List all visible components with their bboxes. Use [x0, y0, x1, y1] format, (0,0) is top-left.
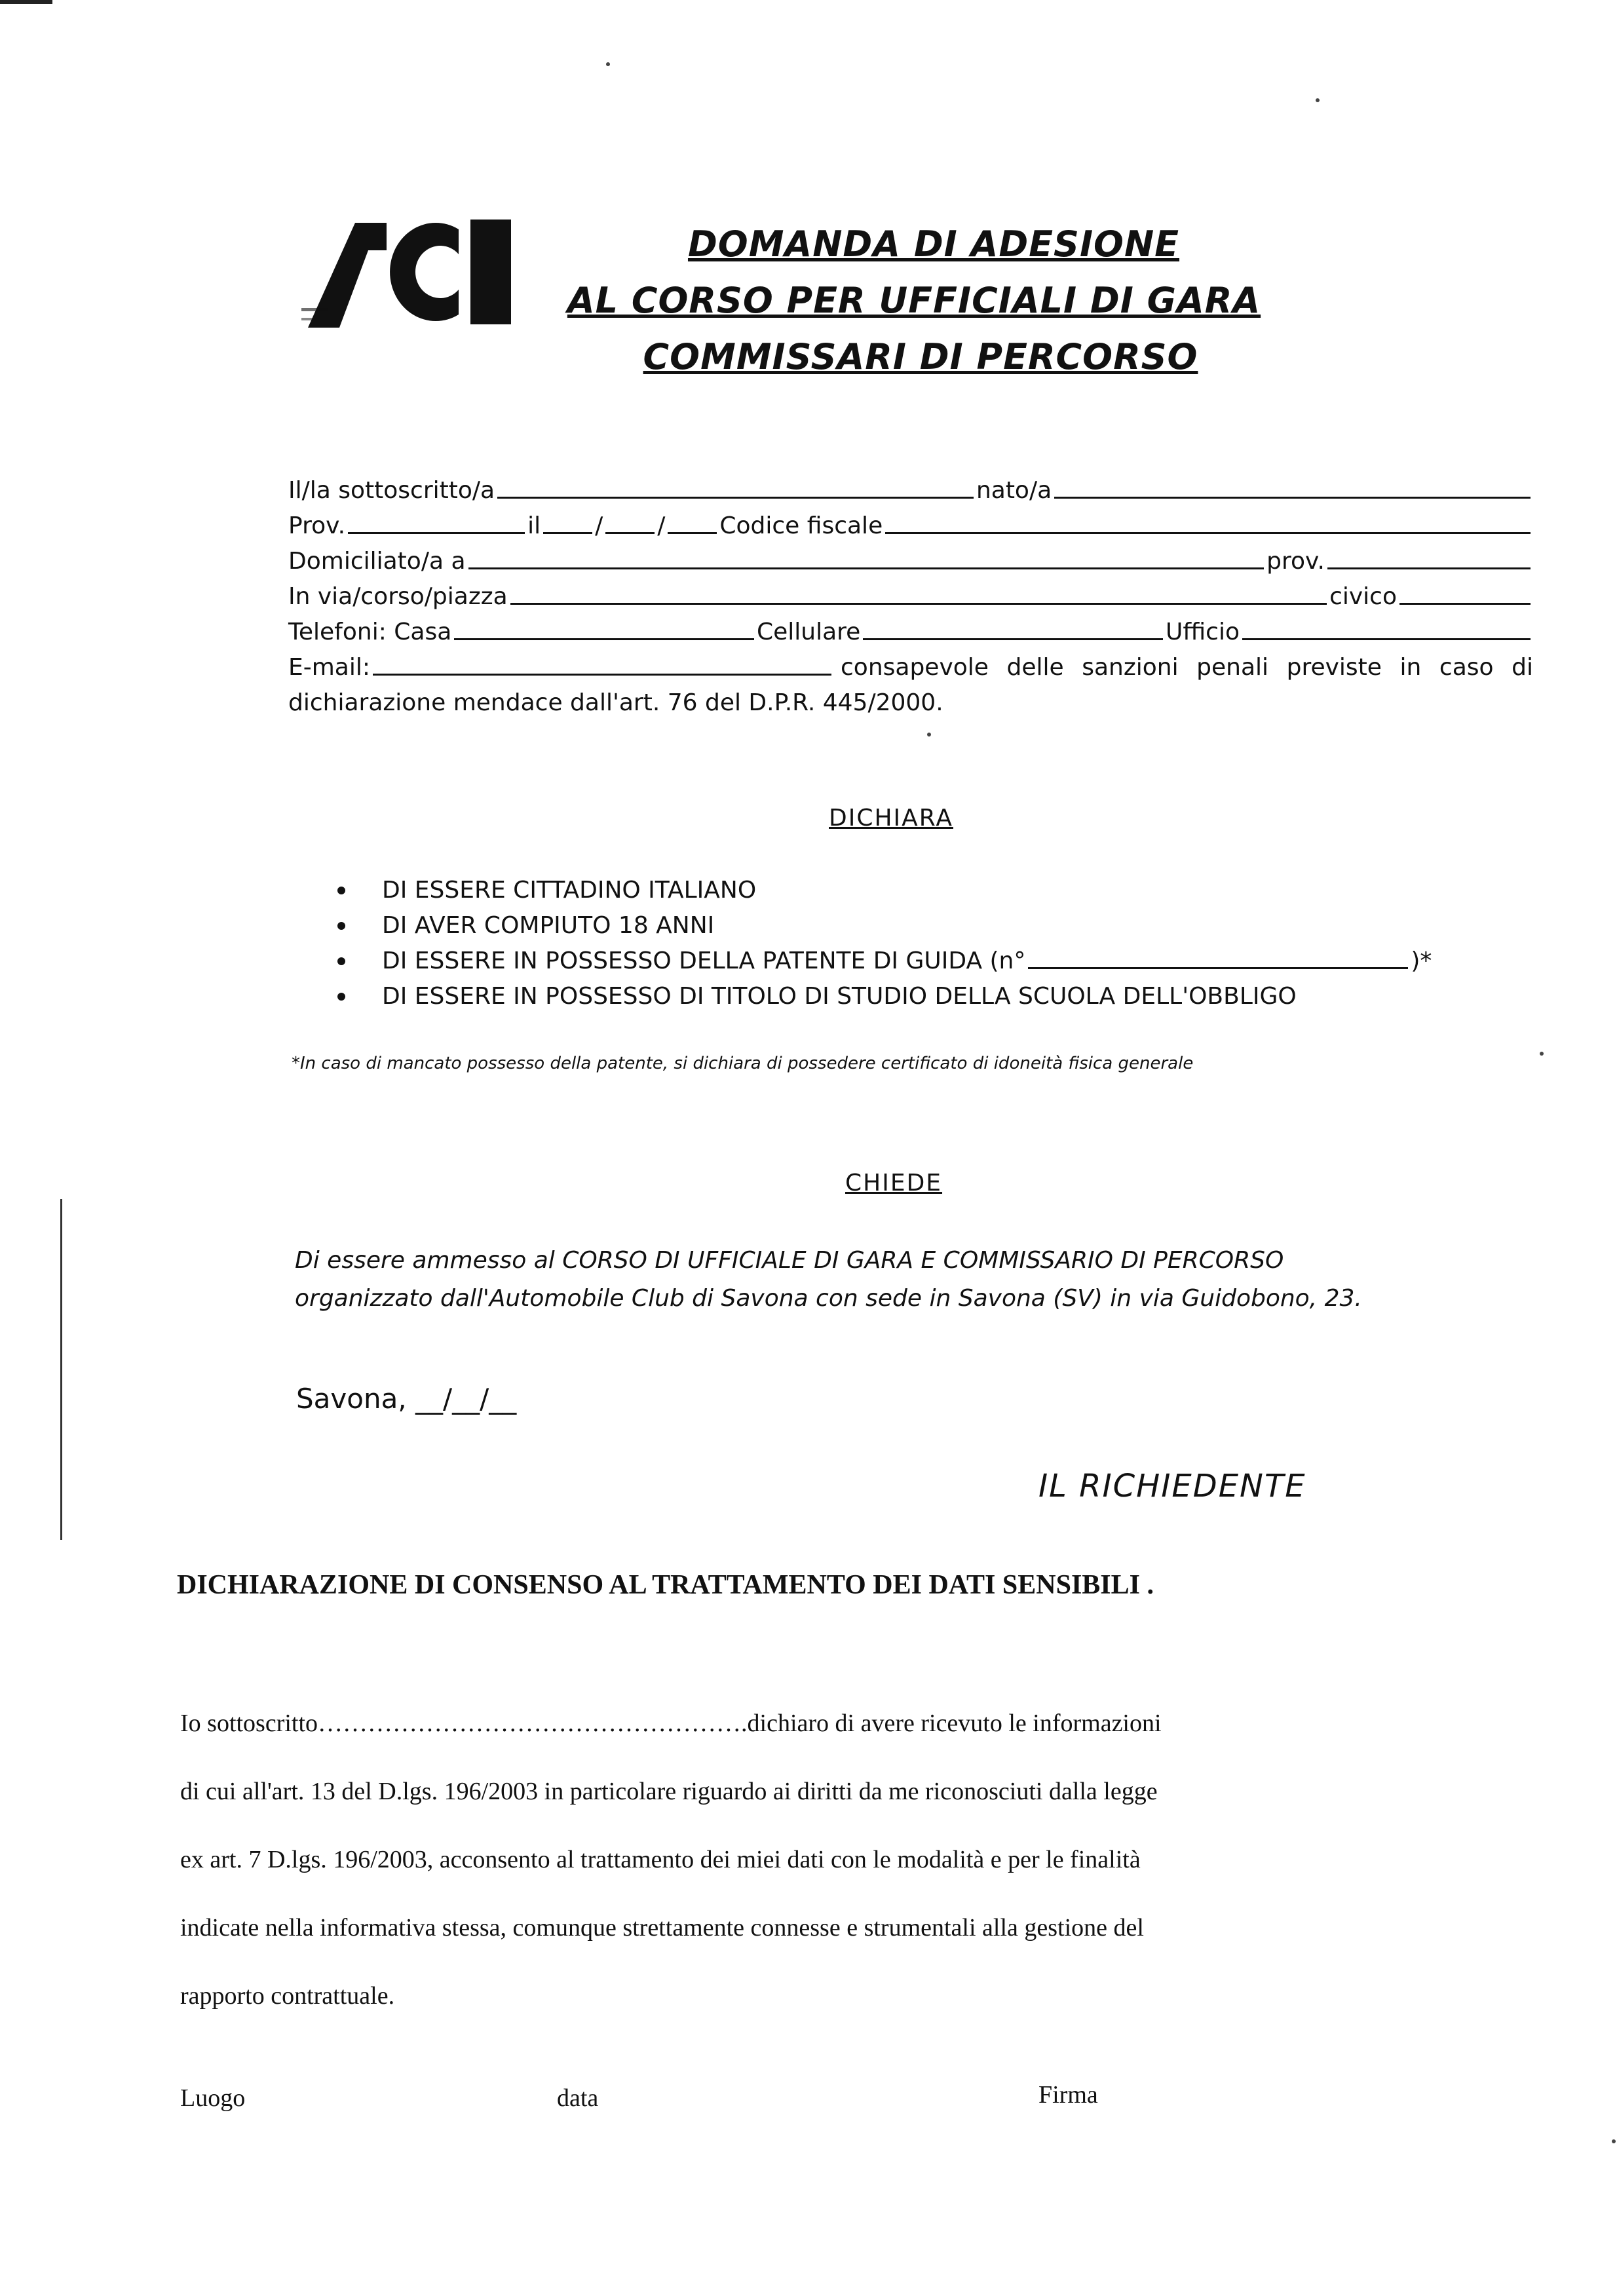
birthplace-label: nato/a [976, 477, 1052, 504]
date-label: data [557, 2084, 599, 2112]
aci-logo [295, 210, 531, 334]
signature-label: Firma [1038, 2081, 1098, 2109]
email-field[interactable] [373, 651, 831, 676]
domicile-label: Domiciliato/a a [288, 548, 466, 575]
form-row-email [288, 645, 1533, 681]
scan-speck [606, 62, 610, 66]
mobile-phone-label: Cellulare [756, 619, 861, 645]
declaration-text-start: consapevole delle sanzioni penali previste in caso di [841, 654, 1533, 681]
domicile-field[interactable] [468, 545, 1265, 569]
bullet-icon [337, 957, 345, 965]
civic-number-label: civico [1329, 583, 1397, 610]
birth-year-field[interactable] [668, 510, 717, 534]
place-label: Luogo [180, 2084, 246, 2112]
form-row-phones [288, 610, 1533, 645]
scan-speck [1540, 1052, 1544, 1056]
form-row-declaration [288, 681, 1533, 716]
address-label: In via/corso/piazza [288, 583, 508, 610]
birthplace-field[interactable] [1054, 474, 1531, 499]
request-text: Di essere ammesso al CORSO DI UFFICIALE DI GARA E COMMISSARIO DI PERCORSO organizzato dall'Automobile Club di Savona con sede in Savona (SV) in via Guidobono, 23. [295, 1247, 1362, 1312]
prov-label: Prov. [288, 512, 346, 539]
scan-speck [1316, 98, 1320, 102]
consent-line: Io sottoscritto…………………………………………….dichiaro di avere ricevuto le informazioni [180, 1710, 1162, 1737]
list-item: DI AVER COMPIUTO 18 ANNI [331, 904, 1550, 939]
declaration-text: dichiarazione mendace dall'art. 76 del D.P.R. 445/2000. [288, 689, 943, 716]
bullet-icon [337, 922, 345, 930]
scan-edge-line [60, 1199, 62, 1540]
license-footnote: *In caso di mancato possesso della patente, si dichiara di possedere certificato di idoneità fisica generale [292, 1054, 1194, 1073]
date-separator: / [657, 512, 666, 539]
birthdate-label: il [527, 512, 541, 539]
scan-speck [1612, 2139, 1616, 2143]
office-phone-label: Ufficio [1166, 619, 1240, 645]
name-label: Il/la sottoscritto/a [288, 477, 495, 504]
scan-corner-mark [0, 0, 52, 4]
form-row-birth [288, 504, 1533, 539]
consent-line: di cui all'art. 13 del D.lgs. 196/2003 in particolare riguardo ai diritti da me riconosciuti dalla legge [180, 1778, 1158, 1805]
form-row-name [288, 469, 1533, 504]
consent-line: ex art. 7 D.lgs. 196/2003, acconsento al trattamento dei miei dati con le modalità e per le finalità [180, 1846, 1141, 1873]
place-date-line: Savona, __/__/__ [296, 1383, 517, 1415]
dichiara-list [331, 868, 1550, 1010]
list-item: DI ESSERE IN POSSESSO DI TITOLO DI STUDIO DELLA SCUOLA DELL'OBBLIGO [331, 974, 1550, 1010]
scan-speck [927, 733, 931, 737]
name-field[interactable] [497, 474, 974, 499]
home-phone-label: Telefoni: Casa [288, 619, 452, 645]
list-item: DI ESSERE IN POSSESSO DELLA PATENTE DI GUIDA (n° )* [331, 939, 1550, 974]
address-field[interactable] [510, 581, 1327, 605]
document-heading [567, 216, 1278, 385]
domicile-prov-field[interactable] [1327, 545, 1531, 569]
consent-title: DICHIARAZIONE DI CONSENSO AL TRATTAMENTO DEI DATI SENSIBILI . [177, 1570, 1154, 1600]
signer-label: IL RICHIEDENTE [1038, 1468, 1306, 1504]
consent-line: rapporto contrattuale. [180, 1982, 395, 2010]
chiede-title: CHIEDE [845, 1170, 943, 1196]
heading-line: COMMISSARI DI PERCORSO [643, 336, 1198, 377]
birth-month-field[interactable] [605, 510, 655, 534]
prov-field[interactable] [348, 510, 525, 534]
mobile-phone-field[interactable] [863, 616, 1163, 640]
bullet-icon [337, 887, 345, 894]
fiscal-code-label: Codice fiscale [719, 512, 883, 539]
bullet-icon [337, 993, 345, 1001]
fiscal-code-field[interactable] [885, 510, 1531, 534]
consent-line: indicate nella informativa stessa, comunque strettamente connesse e strumentali alla gestione del [180, 1914, 1144, 1942]
email-label: E-mail: [288, 654, 370, 681]
birth-day-field[interactable] [543, 510, 592, 534]
license-number-field[interactable] [1028, 945, 1408, 969]
list-item: DI ESSERE CITTADINO ITALIANO [331, 868, 1550, 904]
consent-text [180, 1704, 1360, 2044]
applicant-form [288, 469, 1533, 716]
form-row-domicile [288, 539, 1533, 575]
civic-number-field[interactable] [1399, 581, 1531, 605]
heading-line: AL CORSO PER UFFICIALI DI GARA [567, 280, 1261, 321]
domicile-prov-label: prov. [1266, 548, 1325, 575]
office-phone-field[interactable] [1242, 616, 1531, 640]
date-separator: / [595, 512, 603, 539]
heading-line: DOMANDA DI ADESIONE [687, 223, 1180, 265]
dichiara-title: DICHIARA [829, 805, 953, 832]
home-phone-field[interactable] [454, 616, 754, 640]
form-row-address [288, 575, 1533, 610]
